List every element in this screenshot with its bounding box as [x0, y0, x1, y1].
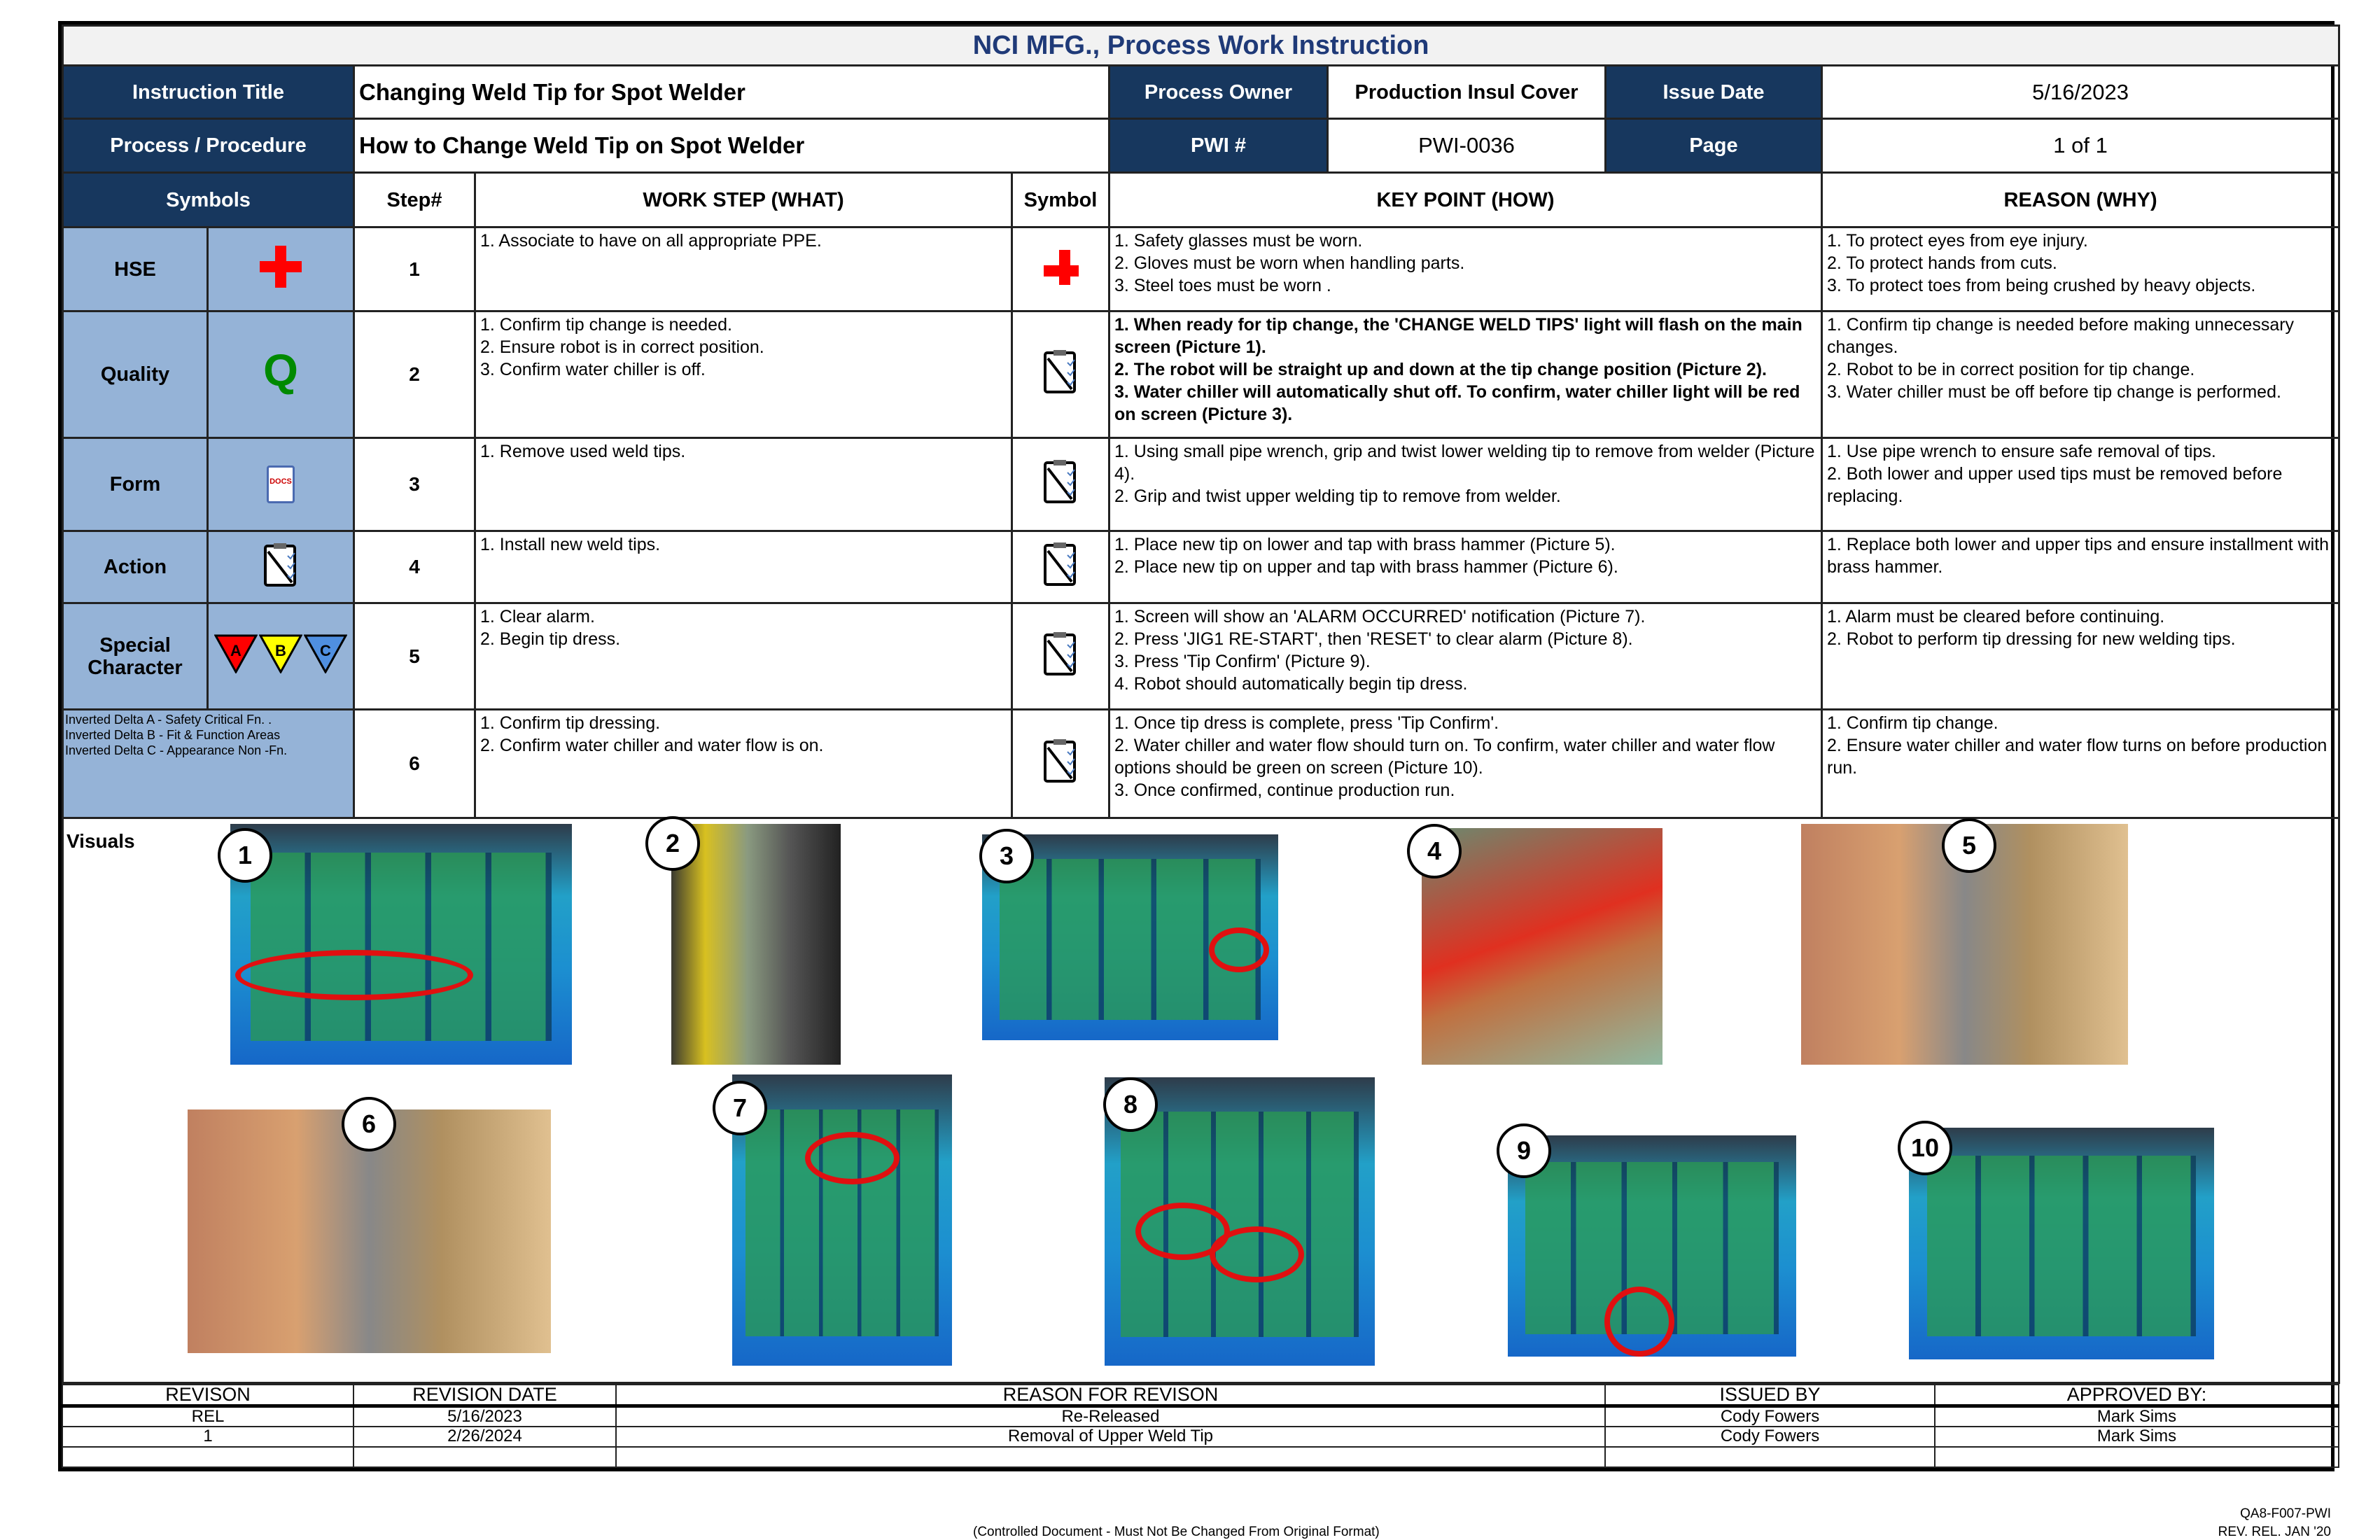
- text-line: 1. When ready for tip change, the 'CHANGE WELD TIPS' light will flash on the main screen (Picture 1).: [1114, 315, 1802, 357]
- table-row: [63, 603, 2339, 710]
- revision-table: [62, 1384, 2339, 1468]
- revision-header-row: [62, 1385, 2339, 1406]
- text-line: 3. Once confirmed, continue production run.: [1114, 780, 1455, 800]
- text-line: 1. Alarm must be cleared before continuing.: [1827, 607, 2165, 626]
- table-row: [63, 438, 2339, 531]
- text-line: 2. Ensure robot is in correct position.: [480, 337, 764, 357]
- clipboard-icon: [261, 570, 300, 593]
- text-line: Inverted Delta A - Safety Critical Fn. .: [65, 713, 272, 727]
- symbol-category: HSE: [63, 227, 208, 312]
- col-step: Step#: [354, 173, 475, 227]
- clipboard-icon: [1041, 769, 1080, 788]
- table-row: [63, 227, 2339, 312]
- key-point: [1110, 603, 1822, 710]
- pwi-number: PWI-0036: [1328, 119, 1606, 173]
- step-symbol: [1012, 438, 1110, 531]
- text-line: 1. Confirm tip change is needed before making unnecessary changes.: [1827, 315, 2295, 357]
- work-step: [475, 710, 1012, 818]
- text-line: 1. Once tip dress is complete, press 'Tip Confirm'.: [1114, 713, 1499, 733]
- text-line: 1. Screen will show an 'ALARM OCCURRED' notification (Picture 7).: [1114, 607, 1646, 626]
- picture-number-badge: 3: [979, 829, 1034, 883]
- clipboard-icon: [1041, 379, 1080, 399]
- revision-cell: Cody Fowers: [1605, 1406, 1935, 1427]
- step-symbol: [1012, 603, 1110, 710]
- step-number: 1: [354, 227, 475, 312]
- picture-number-badge: 6: [342, 1097, 396, 1152]
- reason: [1822, 531, 2339, 603]
- text-line: 1. Confirm tip change.: [1827, 713, 1998, 733]
- text-line: 2. Robot to be in correct position for tip change.: [1827, 360, 2195, 379]
- text-line: 2. Begin tip dress.: [480, 629, 621, 649]
- text-line: 2. Place new tip on upper and tap with brass hammer (Picture 6).: [1114, 557, 1618, 577]
- quality-q-icon: Q: [263, 344, 298, 396]
- picture-number-badge: 1: [218, 828, 272, 883]
- text-line: 2. To protect hands from cuts.: [1827, 253, 2057, 273]
- revision-row-empty: [62, 1447, 2339, 1467]
- revision-row: [62, 1427, 2339, 1447]
- revision-header: ISSUED BY: [1605, 1385, 1935, 1406]
- revision-header: REASON FOR REVISON: [616, 1385, 1605, 1406]
- highlight-circle: [235, 950, 473, 1000]
- reason: [1822, 438, 2339, 531]
- highlight-circle: [805, 1132, 899, 1184]
- docs-form-icon: DOCS: [267, 465, 295, 503]
- table-row: [63, 312, 2339, 438]
- picture-number-badge: 4: [1407, 824, 1462, 878]
- step-symbol: [1012, 312, 1110, 438]
- revision-cell: 5/16/2023: [354, 1406, 616, 1427]
- document-title: NCI MFG., Process Work Instruction: [63, 26, 2339, 66]
- picture-number-badge: 8: [1103, 1077, 1158, 1132]
- picture-1: [230, 824, 572, 1065]
- revision-cell: REL: [62, 1406, 354, 1427]
- key-point: [1110, 710, 1822, 818]
- text-line: Inverted Delta C - Appearance Non -Fn.: [65, 743, 288, 757]
- symbol-icon-cell: [208, 531, 354, 603]
- instruction-title-label: Instruction Title: [63, 66, 354, 119]
- text-line: 2. Gloves must be worn when handling parts.: [1114, 253, 1465, 273]
- revision-header: APPROVED BY:: [1935, 1385, 2339, 1406]
- text-line: Inverted Delta B - Fit & Function Areas: [65, 728, 281, 742]
- picture-number-badge: 2: [645, 816, 700, 871]
- text-line: 3. Water chiller must be off before tip change is performed.: [1827, 382, 2281, 402]
- clipboard-icon: [1041, 662, 1080, 681]
- process-procedure: How to Change Weld Tip on Spot Welder: [354, 119, 1110, 173]
- revision-header: REVISON: [62, 1385, 354, 1406]
- red-cross-icon: [258, 272, 303, 294]
- highlight-circle: [1209, 927, 1269, 972]
- step-symbol: [1012, 227, 1110, 312]
- text-line: 1. Confirm tip dressing.: [480, 713, 661, 733]
- work-step: [475, 227, 1012, 312]
- text-line: 4. Robot should automatically begin tip dress.: [1114, 674, 1468, 694]
- key-point: [1110, 531, 1822, 603]
- text-line: 3. Water chiller will automatically shut off. To confirm, water chiller light will be red on screen (Picture 3).: [1114, 382, 1800, 424]
- col-work-step: WORK STEP (WHAT): [475, 173, 1012, 227]
- symbol-icon-cell: [208, 438, 354, 531]
- work-step: [475, 603, 1012, 710]
- col-reason: REASON (WHY): [1822, 173, 2339, 227]
- pwi-label: PWI #: [1110, 119, 1328, 173]
- work-step: [475, 312, 1012, 438]
- clipboard-icon: [1041, 572, 1080, 592]
- symbol-category: Quality: [63, 312, 208, 438]
- step-number: 2: [354, 312, 475, 438]
- text-line: 3. To protect toes from being crushed by heavy objects.: [1827, 276, 2256, 295]
- text-line: 3. Steel toes must be worn .: [1114, 276, 1331, 295]
- highlight-circle: [1604, 1287, 1674, 1357]
- revision-header: REVISION DATE: [354, 1385, 616, 1406]
- text-line: 2. Robot to perform tip dressing for new welding tips.: [1827, 629, 2236, 649]
- table-row: [63, 710, 2339, 818]
- clipboard-icon: [1041, 489, 1080, 509]
- reason: [1822, 312, 2339, 438]
- delta-legend: [63, 710, 354, 818]
- revision-cell: Re-Released: [616, 1406, 1605, 1427]
- symbol-icon-cell: [208, 312, 354, 438]
- picture-number-badge: 9: [1497, 1124, 1551, 1178]
- text-line: 1. Confirm tip change is needed.: [480, 315, 732, 335]
- page-label: Page: [1606, 119, 1822, 173]
- table-row: [63, 531, 2339, 603]
- reason: [1822, 227, 2339, 312]
- issue-date-label: Issue Date: [1606, 66, 1822, 119]
- symbol-icon-cell: [208, 227, 354, 312]
- symbol-category: Form: [63, 438, 208, 531]
- text-line: 1. Replace both lower and upper tips and ensure installment with brass hammer.: [1827, 535, 2330, 577]
- controlled-document-note: (Controlled Document - Must Not Be Changed From Original Format): [973, 1525, 1380, 1539]
- step-symbol: [1012, 531, 1110, 603]
- text-line: 2. Both lower and upper used tips must be removed before replacing.: [1827, 464, 2283, 506]
- process-owner: Production Insul Cover: [1328, 66, 1606, 119]
- text-line: 2. Water chiller and water flow should turn on. To confirm, water chiller and water flow options should be green on screen (Picture 10).: [1114, 736, 1775, 778]
- text-line: 1. Place new tip on lower and tap with brass hammer (Picture 5).: [1114, 535, 1616, 554]
- reason: [1822, 710, 2339, 818]
- step-number: 3: [354, 438, 475, 531]
- visuals-label: Visuals: [63, 818, 2339, 1383]
- col-symbol: Symbol: [1012, 173, 1110, 227]
- revision-cell: Mark Sims: [1935, 1427, 2339, 1447]
- step-number: 5: [354, 603, 475, 710]
- form-revision: REV. REL. JAN '20: [2218, 1525, 2331, 1539]
- text-line: 1. Use pipe wrench to ensure safe removal of tips.: [1827, 442, 2216, 461]
- inverted-delta-c-icon: C: [304, 634, 347, 673]
- text-line: 3. Confirm water chiller is off.: [480, 360, 706, 379]
- page-number: 1 of 1: [1822, 119, 2339, 173]
- red-cross-icon: [1042, 270, 1079, 289]
- revision-cell: 1: [62, 1427, 354, 1447]
- key-point: [1110, 438, 1822, 531]
- work-step: [475, 531, 1012, 603]
- instruction-title: Changing Weld Tip for Spot Welder: [354, 66, 1110, 119]
- inverted-delta-b-icon: B: [259, 634, 302, 673]
- highlight-circle: [1210, 1226, 1304, 1282]
- symbol-icon-cell: [208, 603, 354, 710]
- text-line: 2. Grip and twist upper welding tip to remove from welder.: [1114, 486, 1561, 506]
- text-line: 1. Install new weld tips.: [480, 535, 661, 554]
- revision-cell: 2/26/2024: [354, 1427, 616, 1447]
- step-symbol: [1012, 710, 1110, 818]
- inverted-delta-icons: [214, 634, 347, 673]
- form-id: QA8-F007-PWI: [2240, 1506, 2331, 1521]
- picture-number-badge: 7: [713, 1081, 767, 1135]
- text-line: 2. The robot will be straight up and down at the tip change position (Picture 2).: [1114, 360, 1767, 379]
- process-label: Process / Procedure: [63, 119, 354, 173]
- revision-cell: Cody Fowers: [1605, 1427, 1935, 1447]
- issue-date: 5/16/2023: [1822, 66, 2339, 119]
- revision-cell: Mark Sims: [1935, 1406, 2339, 1427]
- col-symbols: Symbols: [63, 173, 354, 227]
- reason: [1822, 603, 2339, 710]
- picture-10: [1909, 1128, 2214, 1359]
- text-line: 1. Remove used weld tips.: [480, 442, 686, 461]
- picture-number-badge: 5: [1942, 818, 1996, 873]
- revision-cell: Removal of Upper Weld Tip: [616, 1427, 1605, 1447]
- text-line: 1. To protect eyes from eye injury.: [1827, 231, 2088, 251]
- step-number: 6: [354, 710, 475, 818]
- symbol-category: Action: [63, 531, 208, 603]
- text-line: 2. Press 'JIG1 RE-START', then 'RESET' to clear alarm (Picture 8).: [1114, 629, 1633, 649]
- symbol-category: Special Character: [63, 603, 208, 710]
- text-line: 1. Using small pipe wrench, grip and twist lower welding tip to remove from welder (Picture 4).: [1114, 442, 1815, 484]
- col-key-point: KEY POINT (HOW): [1110, 173, 1822, 227]
- picture-number-badge: 10: [1898, 1121, 1952, 1175]
- text-line: 3. Press 'Tip Confirm' (Picture 9).: [1114, 652, 1371, 671]
- text-line: 1. Associate to have on all appropriate PPE.: [480, 231, 822, 251]
- text-line: 1. Safety glasses must be worn.: [1114, 231, 1363, 251]
- text-line: 2. Confirm water chiller and water flow is on.: [480, 736, 824, 755]
- inverted-delta-a-icon: A: [214, 634, 258, 673]
- work-step: [475, 438, 1012, 531]
- key-point: [1110, 312, 1822, 438]
- text-line: 2. Ensure water chiller and water flow turns on before production run.: [1827, 736, 2328, 778]
- step-number: 4: [354, 531, 475, 603]
- picture-2: [671, 824, 841, 1065]
- text-line: 1. Clear alarm.: [480, 607, 595, 626]
- key-point: [1110, 227, 1822, 312]
- process-owner-label: Process Owner: [1110, 66, 1328, 119]
- revision-row: [62, 1406, 2339, 1427]
